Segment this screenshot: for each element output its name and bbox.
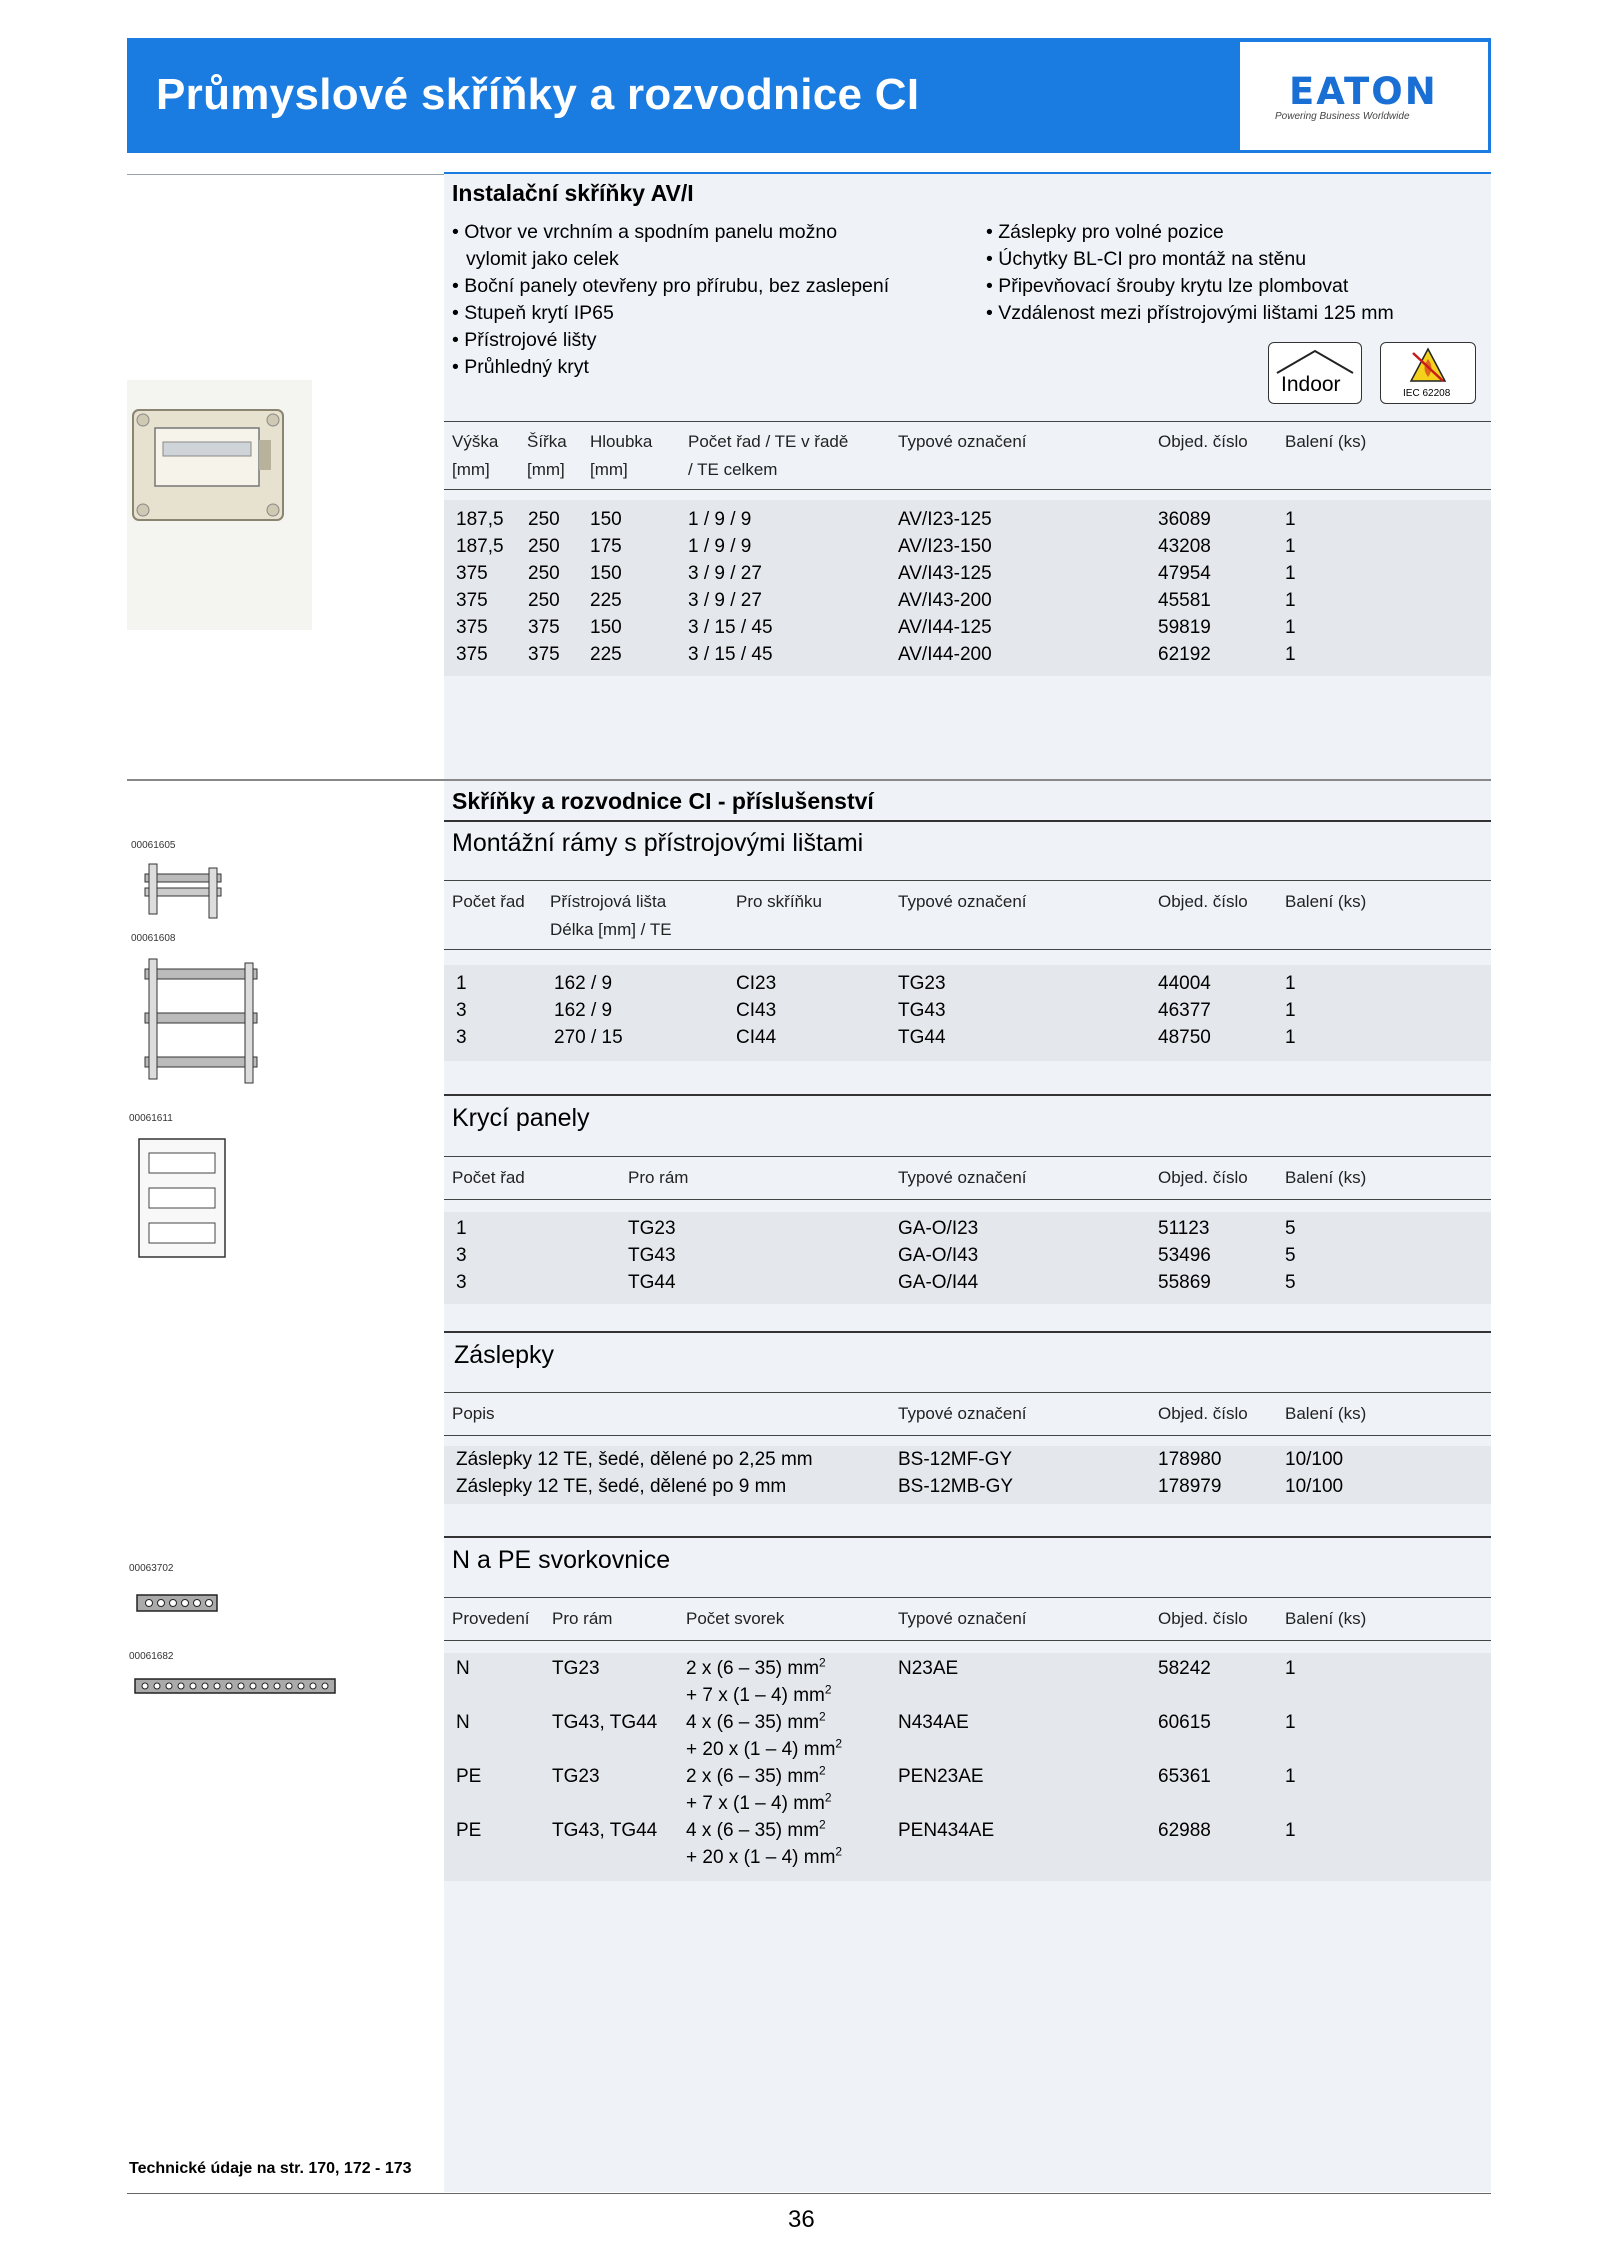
cell: TG44 — [898, 1027, 946, 1048]
cell: CI23 — [736, 973, 777, 994]
logo-tagline: Powering Business Worldwide — [1275, 111, 1410, 122]
superscript: 2 — [819, 1763, 826, 1778]
table-row — [456, 587, 1296, 614]
col-header — [688, 428, 848, 484]
cell: 51123 — [1158, 1218, 1210, 1239]
cell: 47954 — [1158, 563, 1211, 584]
cell: AV/I43-200 — [898, 590, 992, 611]
cell: AV/I44-125 — [898, 617, 992, 638]
cell: 3 — [456, 1245, 467, 1266]
cover-panel-icon — [135, 1135, 235, 1265]
cell: 187,5 — [456, 536, 504, 557]
bullets-left — [452, 219, 889, 381]
section-rule — [444, 820, 1491, 822]
cell: 250 — [528, 509, 560, 530]
mounting-frame-3row-icon — [135, 955, 271, 1085]
subtitle-terminal-blocks: N a PE svorkovnice — [452, 1546, 671, 1574]
cell: N — [456, 1712, 470, 1733]
cell: CI43 — [736, 1000, 777, 1021]
house-icon — [1269, 343, 1361, 375]
table-body-frames — [456, 970, 1296, 1051]
cell: 3 / 15 / 45 — [688, 617, 773, 638]
col-header: Objed. číslo — [1158, 1404, 1248, 1423]
cell: 162 / 9 — [554, 973, 613, 994]
cell: 250 — [528, 536, 560, 557]
cell: 45581 — [1158, 590, 1211, 611]
image-label: 00063702 — [129, 1563, 174, 1574]
table-row — [456, 506, 1296, 533]
cell: 175 — [590, 536, 622, 557]
col-header: Objed. číslo — [1158, 892, 1248, 911]
table-rule — [444, 1640, 1491, 1641]
table-row — [456, 1817, 1296, 1871]
cell: 1 — [456, 973, 467, 994]
section-title-av-i: Instalační skříňky AV/I — [452, 180, 694, 206]
col-header: Typové označení — [898, 432, 1027, 451]
enclosure-icon — [127, 380, 312, 630]
cell: TG23 — [552, 1766, 600, 1787]
cell: 55869 — [1158, 1272, 1211, 1293]
image-label: 00061611 — [129, 1113, 173, 1124]
col-header: Popis — [452, 1404, 495, 1423]
col-header: Typové označení — [898, 1168, 1027, 1187]
col-header-text: Šířka — [527, 432, 567, 451]
mounting-frame-icon — [135, 858, 235, 920]
cell: AV/I23-150 — [898, 536, 992, 557]
cell: 1 — [1285, 617, 1296, 638]
cell: TG43, TG44 — [552, 1820, 658, 1841]
cell: 5 — [1285, 1218, 1296, 1239]
table-rule — [444, 421, 1491, 422]
bullet-item: • Boční panely otevřeny pro přírubu, bez zaslepení — [452, 275, 890, 297]
cell: 10/100 — [1285, 1476, 1344, 1497]
table-rule — [444, 949, 1491, 950]
cell: 3 / 9 / 27 — [688, 563, 762, 584]
top-rule — [444, 172, 1491, 174]
cell: 270 / 15 — [554, 1027, 623, 1048]
cell: 62988 — [1158, 1820, 1211, 1841]
table-body-terminals — [456, 1655, 1296, 1871]
table-rule — [444, 489, 1491, 490]
cell: 65361 — [1158, 1766, 1211, 1787]
cell: 375 — [456, 644, 488, 665]
page-number: 36 — [788, 2206, 815, 2233]
col-header-text: / TE celkem — [688, 460, 778, 479]
col-header: Balení (ks) — [1285, 1404, 1367, 1423]
col-header: Pro rám — [628, 1168, 689, 1187]
cell: 150 — [590, 563, 622, 584]
superscript: 2 — [824, 1790, 832, 1805]
table-row — [456, 614, 1296, 641]
bullet-item: • Průhledný kryt — [452, 356, 589, 378]
cell: 3 — [456, 1272, 467, 1293]
cell: PEN23AE — [898, 1766, 984, 1787]
cell: + 7 x (1 – 4) mm — [686, 1685, 825, 1706]
col-header — [527, 428, 567, 484]
col-header — [550, 888, 672, 944]
table-row — [456, 1655, 1296, 1709]
cell: 225 — [590, 644, 622, 665]
cell: + 7 x (1 – 4) mm — [686, 1793, 825, 1814]
table-rule — [444, 880, 1491, 881]
col-header-text: [mm] — [452, 460, 490, 479]
table-rule — [444, 1392, 1491, 1393]
cell: 1 — [1285, 1820, 1296, 1841]
cell: 62192 — [1158, 644, 1211, 665]
col-header-text: Výška — [452, 432, 499, 451]
tech-note: Technické údaje na str. 170, 172 - 173 — [129, 2160, 412, 2177]
table-rule — [444, 1597, 1491, 1598]
cell: 4 x (6 – 35) mm — [686, 1712, 820, 1733]
col-header: Pro skříňku — [736, 892, 822, 911]
cell: PE — [456, 1766, 482, 1787]
cell: 1 — [1285, 1000, 1296, 1021]
table-body-av-i — [456, 506, 1296, 668]
cell: PE — [456, 1820, 482, 1841]
cell: 1 — [1285, 644, 1296, 665]
cell: TG43, TG44 — [552, 1712, 658, 1733]
cell: + 20 x (1 – 4) mm — [686, 1847, 836, 1868]
table-row — [456, 560, 1296, 587]
bullet-item: • Připevňovací šrouby krytu lze plombovat — [986, 275, 1349, 297]
table-row — [456, 1446, 1343, 1473]
col-header: Objed. číslo — [1158, 1609, 1248, 1628]
col-header: Objed. číslo — [1158, 432, 1248, 451]
cell-terminals — [686, 1655, 898, 1709]
section-rule — [444, 1536, 1491, 1538]
section-rule — [127, 779, 1491, 781]
col-header: Typové označení — [898, 1404, 1027, 1423]
subtitle-mounting-frames: Montážní rámy s přístrojovými lištami — [452, 829, 864, 857]
cell: TG23 — [628, 1218, 676, 1239]
cell: Záslepky 12 TE, šedé, dělené po 9 mm — [456, 1476, 787, 1497]
table-body-blanking — [456, 1446, 1343, 1500]
table-row — [456, 1215, 1296, 1242]
section-title-accessories: Skříňky a rozvodnice CI - příslušenství — [452, 788, 874, 814]
col-header-text: Přístrojová lišta — [550, 892, 667, 911]
cell: 1 / 9 / 9 — [688, 509, 752, 530]
cell: 178980 — [1158, 1449, 1222, 1470]
superscript: 2 — [835, 1736, 843, 1751]
superscript: 2 — [819, 1709, 826, 1724]
cell: 225 — [590, 590, 622, 611]
page-title: Průmyslové skříňky a rozvodnice CI — [156, 70, 920, 119]
cell: 2 x (6 – 35) mm — [686, 1766, 820, 1787]
col-header: Počet řad — [452, 892, 525, 911]
table-row — [456, 1024, 1296, 1051]
cell: 10/100 — [1285, 1449, 1344, 1470]
table-row — [456, 1242, 1296, 1269]
cell: 1 — [1285, 509, 1296, 530]
cell: 59819 — [1158, 617, 1211, 638]
table-rule — [444, 1199, 1491, 1200]
table-row — [456, 1473, 1343, 1500]
cell: Záslepky 12 TE, šedé, dělené po 2,25 mm — [456, 1449, 813, 1470]
cell: TG43 — [628, 1245, 676, 1266]
col-header: Provedení — [452, 1609, 530, 1628]
cell: 1 — [1285, 1712, 1296, 1733]
cell: 36089 — [1158, 509, 1211, 530]
subtitle-blanking: Záslepky — [454, 1341, 555, 1369]
cell: 375 — [528, 644, 560, 665]
cell: 60615 — [1158, 1712, 1211, 1733]
cell: 3 / 15 / 45 — [688, 644, 773, 665]
bullet-item: • Úchytky BL-CI pro montáž na stěnu — [986, 248, 1307, 270]
table-row — [456, 970, 1296, 997]
cell: PEN434AE — [898, 1820, 995, 1841]
cell: 178979 — [1158, 1476, 1222, 1497]
section-rule — [444, 1094, 1491, 1096]
bullet-item: • Stupeň krytí IP65 — [452, 302, 614, 324]
bullets-right — [986, 219, 1394, 327]
col-header-text: [mm] — [590, 460, 628, 479]
cell: 150 — [590, 617, 622, 638]
bullet-item: • Přístrojové lišty — [452, 329, 597, 351]
cell: 187,5 — [456, 509, 504, 530]
cell: TG44 — [628, 1272, 676, 1293]
cell: 44004 — [1158, 973, 1211, 994]
cell: 3 — [456, 1000, 467, 1021]
col-header: Objed. číslo — [1158, 1168, 1248, 1187]
cell: 58242 — [1158, 1658, 1211, 1679]
image-label: 00061682 — [129, 1651, 174, 1662]
table-body-covers — [456, 1215, 1296, 1296]
cell: N23AE — [898, 1658, 959, 1679]
superscript: 2 — [835, 1844, 843, 1859]
cell: GA-O/I43 — [898, 1245, 979, 1266]
bullet-item: • Vzdálenost mezi přístrojovými lištami 125 mm — [986, 302, 1394, 324]
cell: 1 — [1285, 563, 1296, 584]
cell: + 20 x (1 – 4) mm — [686, 1739, 836, 1760]
cell-terminals — [686, 1763, 898, 1817]
cell: 375 — [456, 563, 488, 584]
indoor-label: Indoor — [1281, 373, 1341, 396]
image-label: 00061608 — [131, 933, 176, 944]
table-row — [456, 997, 1296, 1024]
cell: 1 — [1285, 536, 1296, 557]
cell: 1 / 9 / 9 — [688, 536, 752, 557]
cell: 250 — [528, 590, 560, 611]
cell: 43208 — [1158, 536, 1211, 557]
cell: BS-12MF-GY — [898, 1449, 1013, 1470]
cell: N434AE — [898, 1712, 969, 1733]
cell: 1 — [456, 1218, 467, 1239]
cell: CI44 — [736, 1027, 777, 1048]
cell: 3 / 9 / 27 — [688, 590, 762, 611]
cell: 1 — [1285, 590, 1296, 611]
superscript: 2 — [824, 1682, 832, 1697]
product-image-av-i — [127, 380, 312, 630]
col-header: Balení (ks) — [1285, 1609, 1367, 1628]
col-header: Balení (ks) — [1285, 432, 1367, 451]
cell: 1 — [1285, 1658, 1296, 1679]
table-row — [456, 641, 1296, 668]
cell: 250 — [528, 563, 560, 584]
cell: GA-O/I23 — [898, 1218, 979, 1239]
flame-icon — [1381, 343, 1475, 389]
bottom-rule — [127, 2193, 1491, 2194]
col-header: Pro rám — [552, 1609, 613, 1628]
cell: 162 / 9 — [554, 1000, 613, 1021]
cell: 375 — [456, 590, 488, 611]
table-row — [456, 1709, 1296, 1763]
col-header-text: Hloubka — [590, 432, 653, 451]
bullet-item: • Záslepky pro volné pozice — [986, 221, 1224, 243]
col-header: Počet řad — [452, 1168, 525, 1187]
cell: AV/I43-125 — [898, 563, 992, 584]
cell: 53496 — [1158, 1245, 1211, 1266]
col-header-text: Délka [mm] / TE — [550, 920, 672, 939]
cell: 375 — [528, 617, 560, 638]
cell: 2 x (6 – 35) mm — [686, 1658, 820, 1679]
cell: TG23 — [898, 973, 946, 994]
table-row — [456, 1763, 1296, 1817]
cell: 5 — [1285, 1272, 1296, 1293]
left-rule — [127, 174, 444, 175]
iec-badge — [1380, 342, 1476, 404]
subtitle-cover-panels: Krycí panely — [452, 1104, 590, 1132]
cell: 1 — [1285, 1027, 1296, 1048]
col-header: Balení (ks) — [1285, 1168, 1367, 1187]
cell: 46377 — [1158, 1000, 1211, 1021]
bullet-item: vylomit jako celek — [466, 248, 619, 270]
bullet-item: • Otvor ve vrchním a spodním panelu možno — [452, 221, 838, 243]
col-header: Typové označení — [898, 1609, 1027, 1628]
cell: BS-12MB-GY — [898, 1476, 1014, 1497]
cell-terminals — [686, 1709, 898, 1763]
cell: GA-O/I44 — [898, 1272, 979, 1293]
image-label: 00061605 — [131, 840, 176, 851]
cell: AV/I23-125 — [898, 509, 992, 530]
col-header-text: Počet řad / TE v řadě — [688, 432, 849, 451]
cell: N — [456, 1658, 470, 1679]
table-row — [456, 533, 1296, 560]
col-header — [452, 428, 498, 484]
terminal-block-small-icon — [133, 1587, 223, 1619]
col-header: Typové označení — [898, 892, 1027, 911]
eaton-logo: EATON — [1289, 70, 1438, 113]
cell: 48750 — [1158, 1027, 1211, 1048]
terminal-block-long-icon — [131, 1673, 341, 1699]
indoor-badge — [1268, 342, 1362, 404]
cell: 5 — [1285, 1245, 1296, 1266]
cell: TG43 — [898, 1000, 946, 1021]
cell: 1 — [1285, 1766, 1296, 1787]
section-rule — [444, 1331, 1491, 1333]
cell-terminals — [686, 1817, 898, 1871]
cell: 1 — [1285, 973, 1296, 994]
cell: TG23 — [552, 1658, 600, 1679]
cell: 4 x (6 – 35) mm — [686, 1820, 820, 1841]
superscript: 2 — [819, 1817, 826, 1832]
superscript: 2 — [819, 1655, 826, 1670]
col-header: Balení (ks) — [1285, 892, 1367, 911]
table-row — [456, 1269, 1296, 1296]
cell: 375 — [456, 617, 488, 638]
cell: 150 — [590, 509, 622, 530]
col-header: Počet svorek — [686, 1609, 785, 1628]
cell: 3 — [456, 1027, 467, 1048]
col-header — [590, 428, 652, 484]
col-header-text: [mm] — [527, 460, 565, 479]
table-rule — [444, 1435, 1491, 1436]
cell: AV/I44-200 — [898, 644, 992, 665]
table-rule — [444, 1156, 1491, 1157]
iec-label: IEC 62208 — [1403, 388, 1451, 399]
